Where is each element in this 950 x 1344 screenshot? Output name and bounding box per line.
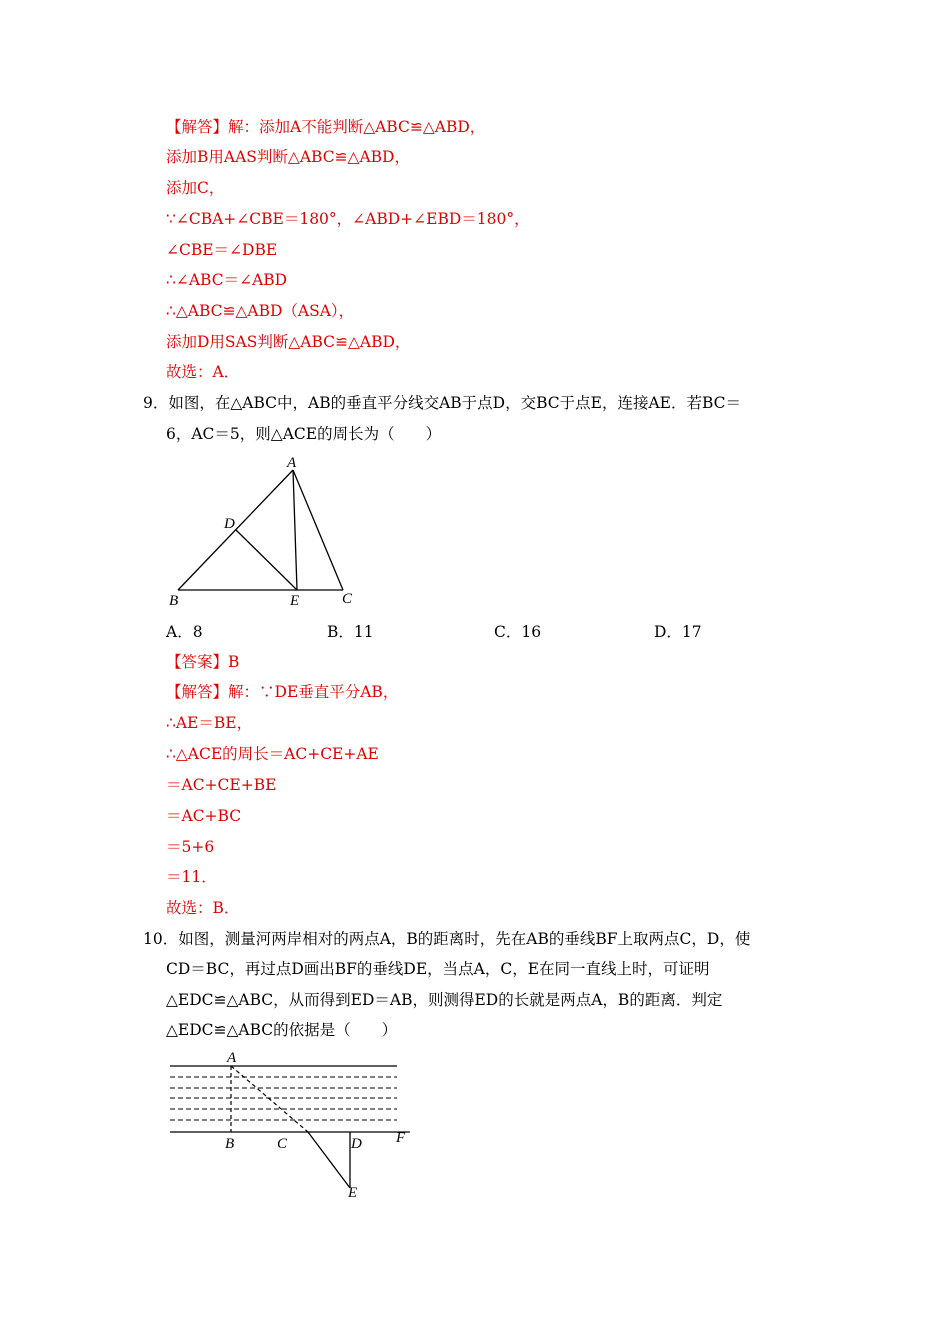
- label-f: F: [396, 1130, 406, 1146]
- q10-stem-line-4: △EDC≌△ABC的依据是（ ）: [166, 1021, 398, 1039]
- q8-solution-line-7: ∴△ABC≌△ABD（ASA），: [166, 302, 355, 320]
- q8-solution-line-5: ∠CBE＝∠DBE: [166, 241, 278, 259]
- q8-solution-line-3: 添加C，: [166, 179, 225, 197]
- q9-triangle-figure: [160, 450, 370, 610]
- segment-ac: [293, 470, 343, 590]
- segment-ce: [308, 1132, 350, 1188]
- q9-option-c: C．16: [494, 623, 542, 641]
- q9-stem-line-1: 9．如图，在△ABC中，AB的垂直平分线交AB于点D，交BC于点E，连接AE．若BC＝: [143, 394, 742, 412]
- q8-solution-line-6: ∴∠ABC＝∠ABD: [166, 271, 288, 289]
- q9-stem-line-2: 6，AC＝5，则△ACE的周长为（ ）: [166, 425, 442, 443]
- q10-stem-line-2: CD＝BC，再过点D画出BF的垂线DE，当点A，C，E在同一直线上时，可证明: [166, 960, 710, 978]
- q8-solution-line-4: ∵∠CBA+∠CBE＝180°，∠ABD+∠EBD＝180°，: [166, 210, 530, 228]
- q10-stem-line-1: 10．如图，测量河两岸相对的两点A，B的距离时，先在AB的垂线BF上取两点C，D，使: [143, 930, 751, 948]
- q9-option-a: A．8: [166, 623, 203, 641]
- segment-ae: [293, 470, 297, 590]
- label-e: E: [290, 593, 300, 609]
- label-d: D: [224, 516, 235, 532]
- q9-solution-line-6: ＝5+6: [166, 838, 215, 856]
- label-c: C: [277, 1136, 288, 1152]
- q9-solution-line-4: ＝AC+CE+BE: [166, 776, 277, 794]
- q8-solution-line-9: 故选：A．: [166, 363, 240, 381]
- q10-river-figure: [160, 1045, 420, 1210]
- label-b: B: [225, 1136, 235, 1152]
- q9-option-d: D．17: [654, 623, 702, 641]
- q9-solution-line-5: ＝AC+BC: [166, 807, 242, 825]
- q8-solution-line-1: 【解答】解：添加A不能判断△ABC≌△ABD，: [166, 118, 486, 136]
- q9-option-b: B．11: [327, 623, 374, 641]
- q8-solution-line-2: 添加B用AAS判断△ABC≌△ABD，: [166, 148, 410, 166]
- segment-ace-dashed: [231, 1066, 308, 1132]
- segment-de: [236, 530, 297, 590]
- label-d: D: [351, 1136, 362, 1152]
- q9-answer: 【答案】B: [166, 653, 240, 671]
- q10-stem-line-3: △EDC≌△ABC，从而得到ED＝AB，则测得ED的长就是两点A，B的距离．判定: [166, 991, 723, 1009]
- segment-ab: [178, 470, 293, 590]
- label-b: B: [169, 593, 179, 609]
- q9-solution-line-7: ＝11．: [166, 868, 217, 886]
- label-a: A: [227, 1050, 237, 1066]
- label-a: A: [287, 455, 297, 471]
- q9-solution-line-1: 【解答】解：∵DE垂直平分AB，: [166, 683, 399, 701]
- q9-solution-line-2: ∴AE＝BE，: [166, 714, 253, 732]
- q8-solution-line-8: 添加D用SAS判断△ABC≌△ABD，: [166, 333, 411, 351]
- q9-solution-line-3: ∴△ACE的周长＝AC+CE+AE: [166, 745, 379, 763]
- label-c: C: [342, 591, 353, 607]
- q9-solution-line-8: 故选：B．: [166, 899, 240, 917]
- label-e: E: [348, 1185, 358, 1201]
